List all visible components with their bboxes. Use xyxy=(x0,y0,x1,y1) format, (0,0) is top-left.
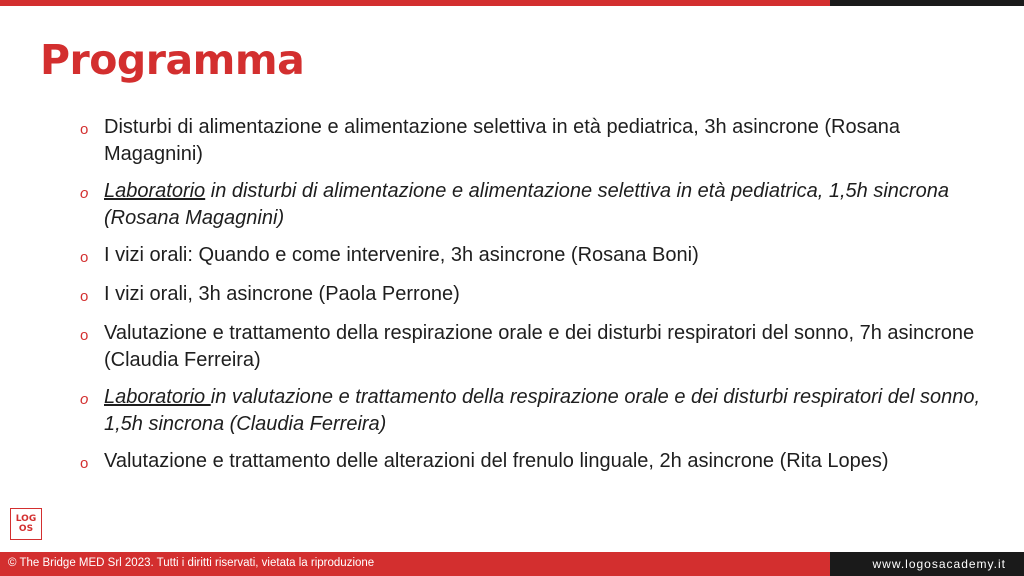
logo-line-2: OS xyxy=(18,524,34,534)
list-item-text: in disturbi di alimentazione e alimentazione selettiva in età pediatrica, 1,5h sincrona (Rosana Magagnini) xyxy=(104,180,949,229)
program-list xyxy=(80,114,990,487)
list-item xyxy=(80,448,990,477)
bullet-icon: o xyxy=(80,455,89,472)
bullet-icon: o xyxy=(80,121,89,138)
list-item xyxy=(80,242,990,271)
list-item xyxy=(80,114,990,168)
list-item xyxy=(80,320,990,374)
list-item xyxy=(80,281,990,310)
bullet-icon: o xyxy=(80,249,89,266)
footer-copyright: © The Bridge MED Srl 2023. Tutti i diritti riservati, vietata la riproduzione xyxy=(8,557,375,569)
list-item-text: Valutazione e trattamento della respirazione orale e dei disturbi respiratori del sonno, 7h asincrone (Claudia Ferreira) xyxy=(104,322,975,371)
bullet-icon: o xyxy=(80,288,89,305)
top-dark-bar xyxy=(830,0,1024,6)
footer-website-link[interactable]: www.logosacademy.it xyxy=(872,557,1006,571)
list-item-text: in valutazione e trattamento della respirazione orale e dei disturbi respiratori del sonno, 1,5h sincrona (Claudia Ferreira) xyxy=(104,386,981,435)
laboratorio-label: Laboratorio xyxy=(104,180,206,202)
list-item xyxy=(80,384,990,438)
list-item-content xyxy=(104,178,990,232)
bullet-icon: o xyxy=(80,391,89,408)
bullet-icon: o xyxy=(80,327,89,344)
logo-line-1: LOG xyxy=(15,514,37,524)
logos-logo-icon xyxy=(10,508,42,540)
slide-title: Programma xyxy=(40,36,305,84)
bullet-icon: o xyxy=(80,185,89,202)
laboratorio-label: Laboratorio xyxy=(104,386,211,408)
list-item-text: I vizi orali: Quando e come intervenire, 3h asincrone (Rosana Boni) xyxy=(104,244,699,266)
list-item-text: Valutazione e trattamento delle alterazioni del frenulo linguale, 2h asincrone (Rita Lopes) xyxy=(104,450,889,472)
list-item-content xyxy=(104,384,990,438)
list-item xyxy=(80,178,990,232)
top-accent-bar xyxy=(0,0,830,6)
list-item-text: I vizi orali, 3h asincrone (Paola Perrone) xyxy=(104,283,460,305)
list-item-text: Disturbi di alimentazione e alimentazione selettiva in età pediatrica, 3h asincrone (Rosana Magagnini) xyxy=(104,116,900,165)
